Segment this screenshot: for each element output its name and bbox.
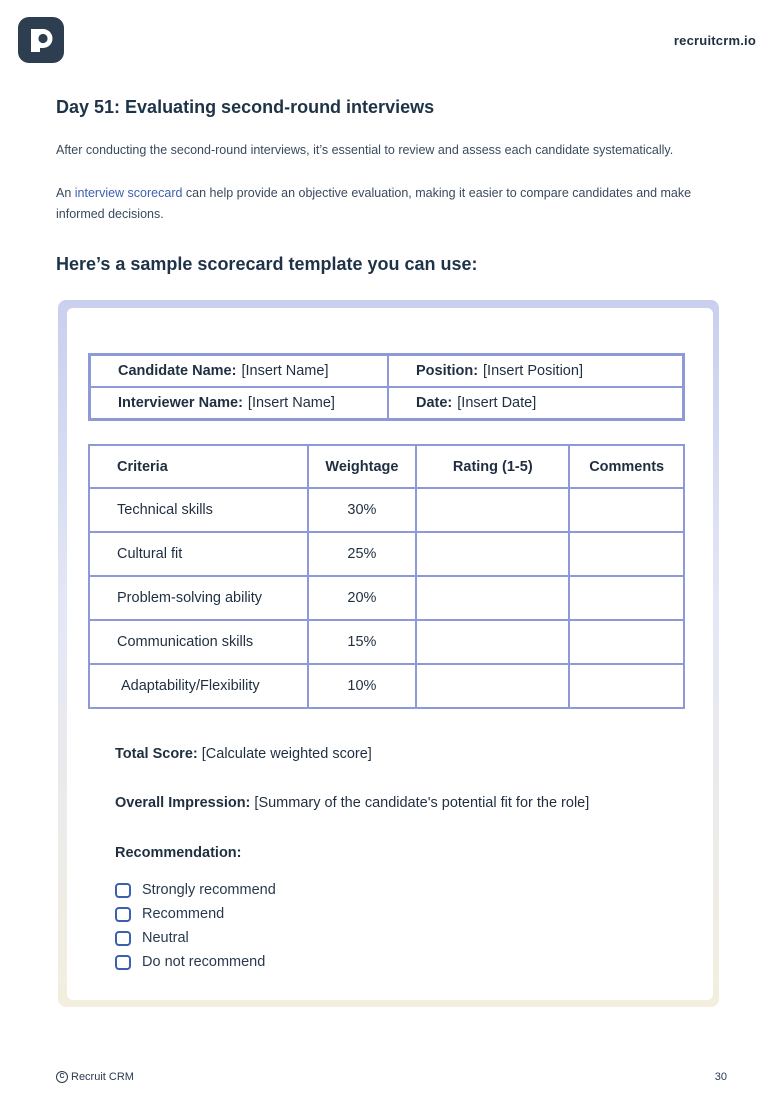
page-title: Day 51: Evaluating second-round interviews [56,97,435,117]
table-row [89,532,684,576]
rating-cell[interactable] [416,488,569,532]
column-header: Weightage [308,445,417,488]
column-header: Criteria [89,445,308,488]
intro-paragraph: After conducting the second-round interviews, it’s essential to review and assess each candidate systematically. [56,143,674,157]
date-value: [Insert Date] [457,395,537,411]
option-label: Do not recommend [142,954,266,970]
weightage-cell: 20% [308,576,417,620]
position-cell [388,355,683,387]
candidate-name-cell [90,355,388,387]
column-header: Rating (1-5) [416,445,569,488]
paragraph-text-prefix: An [56,186,75,200]
rating-cell[interactable] [416,664,569,708]
copyright-icon: C [56,1071,68,1083]
criteria-cell: Cultural fit [89,532,308,576]
table-row [89,620,684,664]
checkbox-icon[interactable] [115,955,131,970]
site-url: recruitcrm.io [673,33,756,48]
criteria-cell: Communication skills [89,620,308,664]
comments-cell[interactable] [569,532,684,576]
total-score [115,746,372,762]
table-header-row [89,445,684,488]
recruitcrm-logo [18,17,64,63]
scorecard-table [88,444,685,709]
rating-cell[interactable] [416,620,569,664]
overall-impression-value: [Summary of the candidate's potential fit for the role] [254,795,590,811]
recommendation-label: Recommendation: [115,845,242,861]
total-score-value: [Calculate weighted score] [201,746,372,762]
option-label: Neutral [142,930,189,946]
recommendation-option[interactable] [115,878,276,902]
date-label: Date: [416,395,453,411]
recommendation-option[interactable] [115,950,276,974]
date-cell [388,387,683,419]
logo-mark-icon [18,17,64,63]
comments-cell[interactable] [569,664,684,708]
footer-brand-text: Recruit CRM [71,1071,134,1083]
criteria-cell: Problem-solving ability [89,576,308,620]
rating-cell[interactable] [416,576,569,620]
criteria-cell: Technical skills [89,488,308,532]
comments-cell[interactable] [569,620,684,664]
interview-scorecard-link[interactable]: interview scorecard [74,186,183,200]
comments-cell[interactable] [569,488,684,532]
recommendation-option[interactable] [115,926,276,950]
overall-impression [115,795,589,811]
option-label: Recommend [142,906,225,922]
table-row [89,664,684,708]
table-row [89,488,684,532]
weightage-cell: 25% [308,532,417,576]
checkbox-icon[interactable] [115,907,131,922]
option-label: Strongly recommend [142,882,276,898]
candidate-info-table [88,353,685,421]
interviewer-name-label: Interviewer Name: [118,395,243,411]
rating-cell[interactable] [416,532,569,576]
footer-brand [56,1071,134,1083]
checkbox-icon[interactable] [115,883,131,898]
interviewer-name-cell [90,387,388,419]
table-row [89,576,684,620]
column-header: Comments [569,445,684,488]
overall-impression-label: Overall Impression: [115,795,251,811]
comments-cell[interactable] [569,576,684,620]
page-number: 30 [714,1071,727,1083]
total-score-label: Total Score: [115,746,198,762]
position-value: [Insert Position] [483,363,583,379]
candidate-name-value: [Insert Name] [241,363,329,379]
checkbox-icon[interactable] [115,931,131,946]
recommendation-option[interactable] [115,902,276,926]
recommendation-options [115,878,276,974]
candidate-name-label: Candidate Name: [118,363,237,379]
weightage-cell: 30% [308,488,417,532]
weightage-cell: 15% [308,620,417,664]
criteria-cell: Adaptability/Flexibility [89,664,308,708]
scorecard-paragraph [56,183,716,225]
weightage-cell: 10% [308,664,417,708]
position-label: Position: [416,363,479,379]
paragraph-text-suffix: can help provide an objective evaluation, making it easier to compare candidates and make informed decisions. [56,186,692,221]
section-heading: Here’s a sample scorecard template you can use: [56,254,478,274]
interviewer-name-value: [Insert Name] [247,395,335,411]
